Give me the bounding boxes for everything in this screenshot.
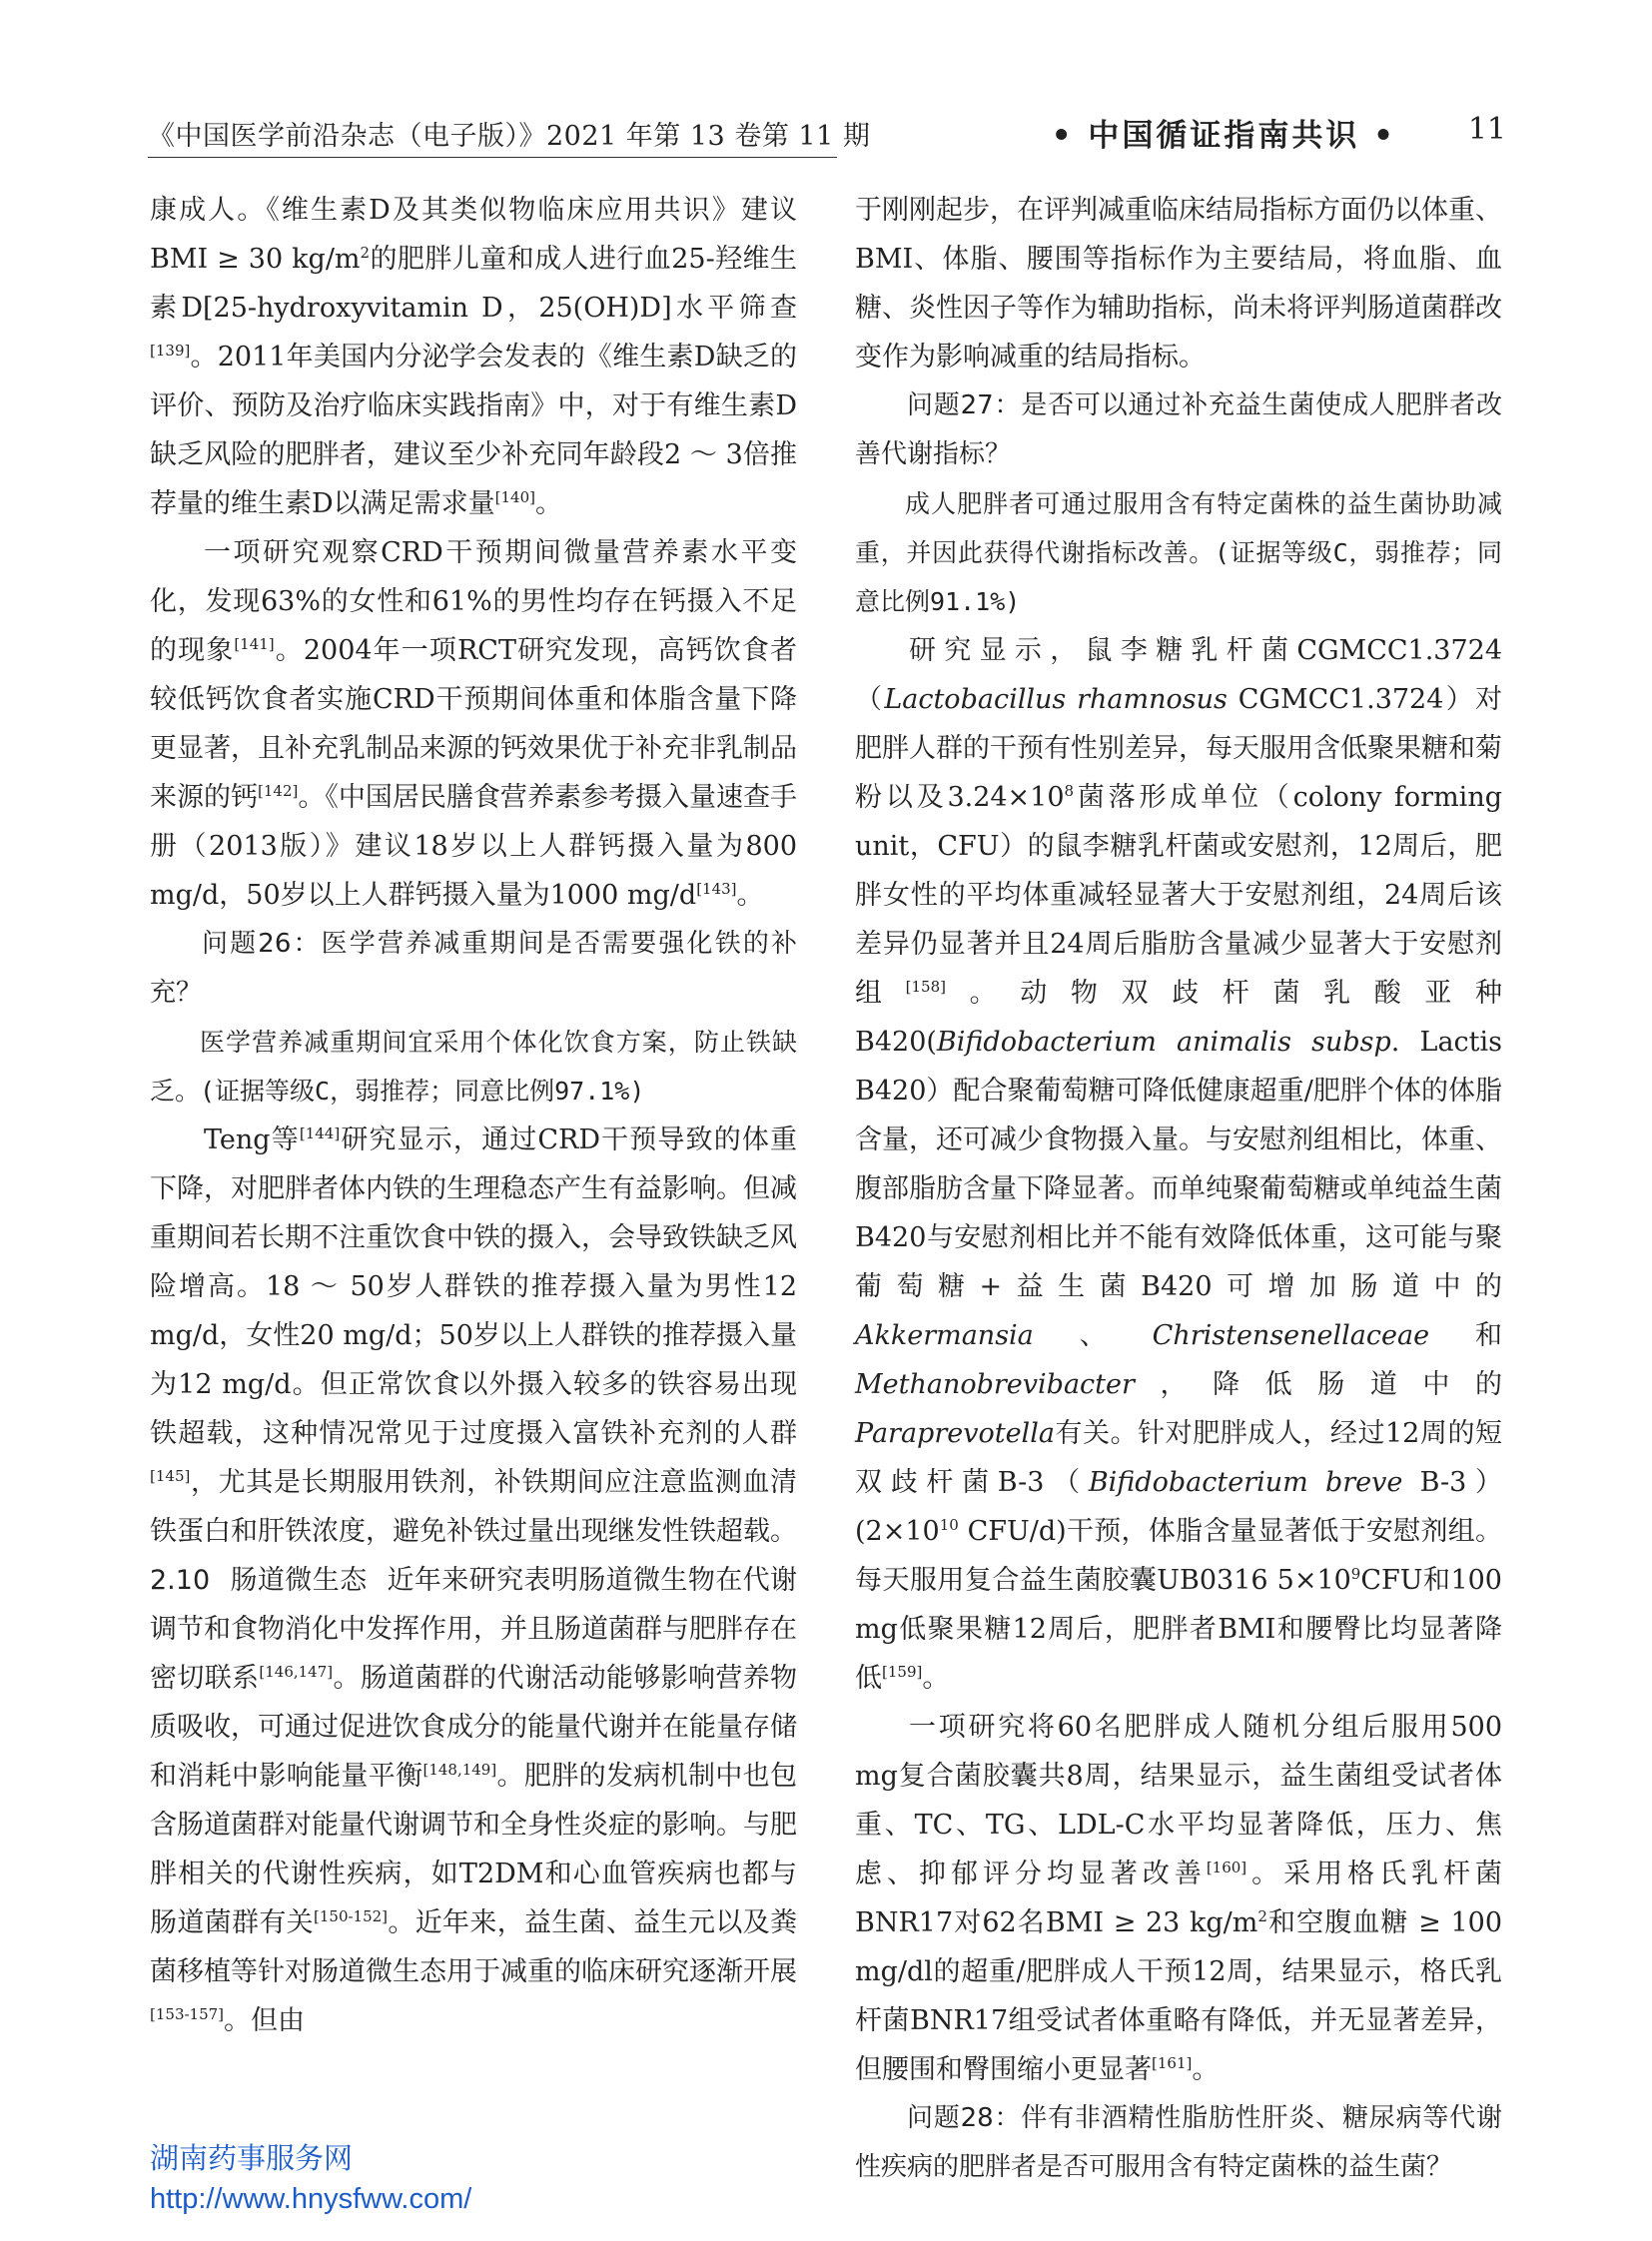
question-26: 问题26：医学营养减重期间是否需要强化铁的补充？ — [150, 929, 797, 1008]
recommendation-27: 成人肥胖者可通过服用含有特定菌株的益生菌协助减重，并因此获得代谢指标改善。(证据等级C，弱推荐；同意比例91.1%) — [855, 489, 1502, 616]
page-header — [148, 110, 1506, 158]
page-number: 11 — [1467, 112, 1506, 147]
section-name: • 中国循证指南共识 • — [1051, 118, 1396, 154]
right-column — [855, 186, 1502, 2192]
paragraph: 一项研究观察CRD干预期间微量营养素水平变化，发现63%的女性和61%的男性均存在钙摄入不足的现象[141]。2004年一项RCT研究发现，高钙饮食者较低钙饮食者实施CRD干预期间体重和体脂含量下降更显著，且补充乳制品来源的钙效果优于补充非乳制品来源的钙[142]。《中国居民膳食营养素参考摄入量速查手册（2013版）》建议18岁以上人群钙摄入量为800 mg/d，50岁以上人群钙摄入量为1000 mg/d[143]。 — [150, 537, 798, 911]
site-url-link[interactable]: http://www.hnysfww.com/ — [150, 2183, 472, 2215]
journal-citation: 《中国医学前沿杂志（电子版）》2021 年第 13 卷第 11 期 — [148, 121, 871, 152]
paragraph: 康成人。《维生素D及其类似物临床应用共识》建议BMI ≥ 30 $kg/m^2$的肥胖儿童和成人进行血25-羟维生素D[25-hydroxyvitamin D，25(OH)D]水平筛查[139]。2011年美国内分泌学会发表的《维生素D缺乏的评价、预防及治疗临床实践指南》中，对于有维生素D缺乏风险的肥胖者，建议至少补充同年龄段2 ～ 3倍推荐量的维生素D以满足需求量[140]。 — [150, 195, 797, 519]
question-27: 问题27：是否可以通过补充益生菌使成人肥胖者改善代谢指标？ — [855, 390, 1502, 469]
question-28: 问题28：伴有非酒精性脂肪性肝炎、糖尿病等代谢性疾病的肥胖者是否可服用含有特定菌株的益生菌？ — [855, 2103, 1502, 2182]
left-column — [150, 186, 797, 2045]
site-watermark — [150, 2139, 471, 2219]
section-number: 2.10 — [150, 1565, 211, 1596]
paragraph: 研究显示，鼠李糖乳杆菌CGMCC1.3724（Lactobacillus rhamnosus CGMCC1.3724）对肥胖人群的干预有性别差异，每天服用含低聚果糖和菊粉以及$3.24\times 10^8$菌落形成单位（colony forming unit，CFU）的鼠李糖乳杆菌或安慰剂，12周后，肥胖女性的平均体重减轻显著大于安慰剂组，24周后该差异仍显著并且24周后脂肪含量减少显著大于安慰剂组[158]。动物双歧杆菌乳酸亚种B420(Bifidobacterium animalis subsp. Lactis B420）配合聚葡萄糖可降低健康超重/肥胖个体的体脂含量，还可减少食物摄入量。与安慰剂组相比，体重、腹部脂肪含量下降显著。而单纯聚葡萄糖或单纯益生菌B420与安慰剂相比并不能有效降低体重，这可能与聚葡萄糖+益生菌B420可增加肠道中的Akkermansia、Christensenellaceae和Methanobrevibacter，降低肠道中的Paraprevotella有关。针对肥胖成人，经过12周的短双歧杆菌B-3（Bifidobacterium breve $B-3)(2\times 10^{10}$ CFU/d)干预，体脂含量显著低于安慰剂组。每天服用复合益生菌胶囊UB0316 $5\times 10^9CFU$和100 mg低聚果糖12周后，肥胖者BMI和腰臀比均显著降低[159]。 — [855, 635, 1503, 1694]
header-rule — [148, 157, 837, 158]
recommendation-26: 医学营养减重期间宜采用个体化饮食方案，防止铁缺乏。(证据等级C，弱推荐；同意比例97.1%) — [150, 1028, 797, 1106]
section-paragraph: 2.10 肠道微生态 近年来研究表明肠道微生物在代谢调节和食物消化中发挥作用，并且肠道菌群与肥胖存在密切联系[146,147]。肠道菌群的代谢活动能够影响营养物质吸收，可通过促进饮食成分的能量代谢并在能量存储和消耗中影响能量平衡[148,149]。肥胖的发病机制中也包含肠道菌群对能量代谢调节和全身性炎症的影响。与肥胖相关的代谢性疾病，如T2DM和心血管疾病也都与肠道菌群有关[150-152]。近年来，益生菌、益生元以及粪菌移植等针对肠道微生态用于减重的临床研究逐渐开展[153-157]。但由 — [150, 1565, 798, 2036]
paragraph: 于刚刚起步，在评判减重临床结局指标方面仍以体重、BMI、体脂、腰围等指标作为主要结局，将血脂、血糖、炎性因子等作为辅助指标，尚未将评判肠道菌群改变作为影响减重的结局指标。 — [855, 195, 1502, 373]
paragraph: 一项研究将60名肥胖成人随机分组后服用500 mg复合菌胶囊共8周，结果显示，益生菌组受试者体重、TC、TG、LDL-C水平均显著降低，压力、焦虑、抑郁评分均显著改善[160]。采用格氏乳杆菌BNR17对62名BMI ≥ 23 $kg/m^2$和空腹血糖 ≥ 100 mg/dl的超重/肥胖成人干预12周，结果显示，格氏乳杆菌BNR17组受试者体重略有降低，并无显著差异，但腰围和臀围缩小更显著[161]。 — [855, 1712, 1503, 2085]
paragraph: Teng等[144]研究显示，通过CRD干预导致的体重下降，对肥胖者体内铁的生理稳态产生有益影响。但减重期间若长期不注重饮食中铁的摄入，会导致铁缺乏风险增高。18 ～ 50岁人群铁的推荐摄入量为男性12 mg/d，女性20 mg/d；50岁以上人群铁的推荐摄入量为12 mg/d。但正常饮食以外摄入较多的铁容易出现铁超载，这种情况常见于过度摄入富铁补充剂的人群[145]，尤其是长期服用铁剂，补铁期间应注意监测血清铁蛋白和肝铁浓度，避免补铁过量出现继发性铁超载。 — [150, 1124, 797, 1547]
section-title: 肠道微生态 — [230, 1565, 368, 1596]
site-name: 湖南药事服务网 — [150, 2143, 354, 2175]
